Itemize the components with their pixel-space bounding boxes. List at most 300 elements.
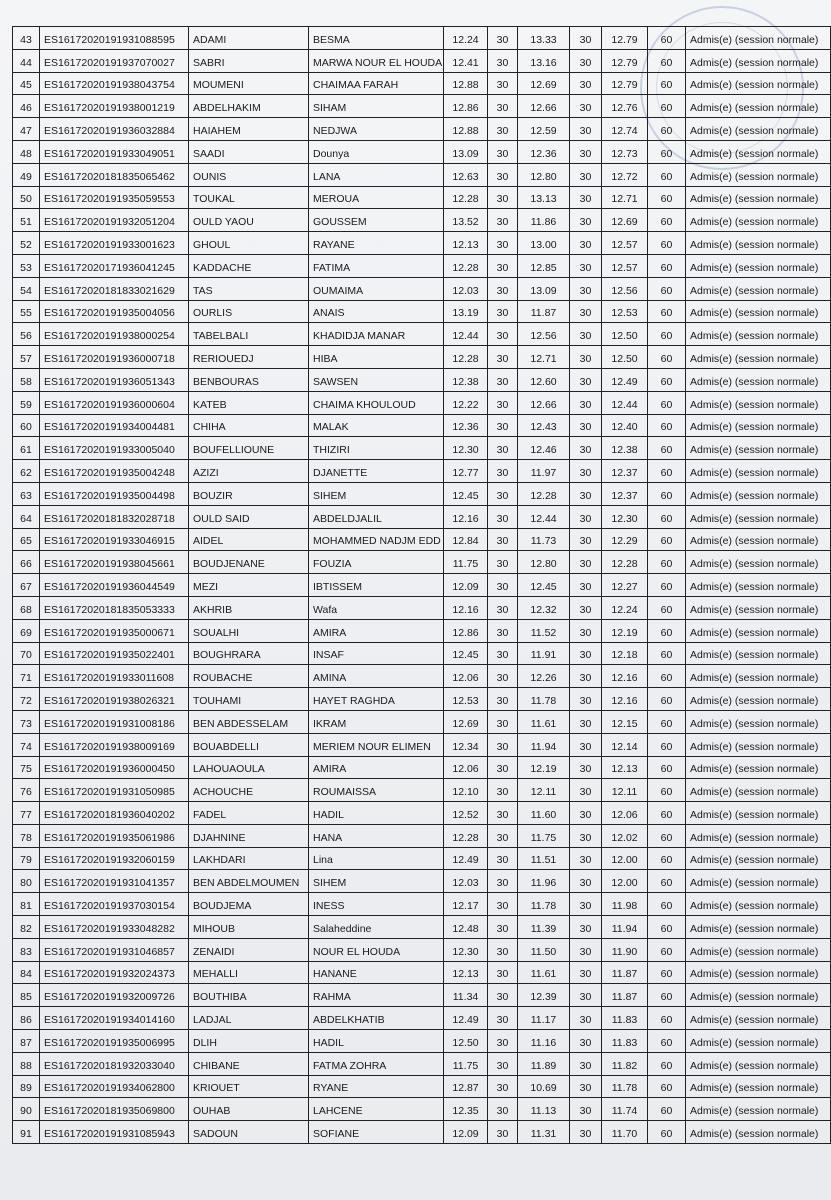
first-name-cell: MARWA NOUR EL HOUDA: [309, 49, 444, 72]
student-id-cell: ES16172020191931088595: [40, 27, 189, 50]
semester2-average-cell: 12.11: [518, 779, 570, 802]
last-name-cell: OULD SAID: [189, 505, 309, 528]
last-name-cell: TAS: [189, 277, 309, 300]
semester1-average-cell: 12.28: [444, 254, 488, 277]
semester1-credits-cell: 30: [488, 756, 518, 779]
rank-cell: 68: [13, 596, 40, 619]
semester1-credits-cell: 30: [488, 710, 518, 733]
semester1-credits-cell: 30: [488, 232, 518, 255]
student-id-cell: ES16172020191932024373: [40, 961, 189, 984]
semester2-credits-cell: 30: [570, 1052, 602, 1075]
semester1-credits-cell: 30: [488, 688, 518, 711]
semester2-credits-cell: 30: [570, 118, 602, 141]
table-row: [13, 596, 831, 619]
last-name-cell: CHIBANE: [189, 1052, 309, 1075]
rank-cell: 48: [13, 140, 40, 163]
first-name-cell: RAYANE: [309, 232, 444, 255]
semester2-credits-cell: 30: [570, 961, 602, 984]
student-id-cell: ES16172020191934014160: [40, 1007, 189, 1030]
last-name-cell: TOUHAMI: [189, 688, 309, 711]
semester2-average-cell: 12.66: [518, 95, 570, 118]
first-name-cell: ROUMAISSA: [309, 779, 444, 802]
student-id-cell: ES16172020191935004248: [40, 460, 189, 483]
result-status-cell: Admis(e) (session normale): [686, 254, 831, 277]
total-credits-cell: 60: [648, 209, 686, 232]
result-status-cell: Admis(e) (session normale): [686, 710, 831, 733]
semester1-credits-cell: 30: [488, 460, 518, 483]
student-id-cell: ES16172020171936041245: [40, 254, 189, 277]
semester1-credits-cell: 30: [488, 49, 518, 72]
student-id-cell: ES16172020181832028718: [40, 505, 189, 528]
student-id-cell: ES16172020191934062800: [40, 1075, 189, 1098]
rank-cell: 91: [13, 1121, 40, 1144]
last-name-cell: HAIAHEM: [189, 118, 309, 141]
student-id-cell: ES16172020191936032884: [40, 118, 189, 141]
rank-cell: 56: [13, 323, 40, 346]
table-row: [13, 961, 831, 984]
last-name-cell: OURLIS: [189, 300, 309, 323]
last-name-cell: MEZI: [189, 574, 309, 597]
last-name-cell: ADAMI: [189, 27, 309, 50]
student-id-cell: ES16172020191933001623: [40, 232, 189, 255]
table-row: [13, 460, 831, 483]
semester2-credits-cell: 30: [570, 847, 602, 870]
last-name-cell: LAKHDARI: [189, 847, 309, 870]
result-status-cell: Admis(e) (session normale): [686, 49, 831, 72]
last-name-cell: MOUMENI: [189, 72, 309, 95]
student-id-cell: ES16172020191937030154: [40, 893, 189, 916]
result-status-cell: Admis(e) (session normale): [686, 551, 831, 574]
last-name-cell: RERIOUEDJ: [189, 346, 309, 369]
rank-cell: 49: [13, 163, 40, 186]
table-row: [13, 1030, 831, 1053]
annual-average-cell: 11.82: [602, 1052, 648, 1075]
result-status-cell: Admis(e) (session normale): [686, 300, 831, 323]
semester2-credits-cell: 30: [570, 72, 602, 95]
first-name-cell: ABDELKHATIB: [309, 1007, 444, 1030]
total-credits-cell: 60: [648, 482, 686, 505]
semester2-average-cell: 12.19: [518, 756, 570, 779]
first-name-cell: FATIMA: [309, 254, 444, 277]
total-credits-cell: 60: [648, 1052, 686, 1075]
table-row: [13, 368, 831, 391]
rank-cell: 79: [13, 847, 40, 870]
student-id-cell: ES16172020191935004498: [40, 482, 189, 505]
semester1-average-cell: 12.53: [444, 688, 488, 711]
first-name-cell: AMIRA: [309, 756, 444, 779]
semester2-average-cell: 11.78: [518, 688, 570, 711]
result-status-cell: Admis(e) (session normale): [686, 1030, 831, 1053]
semester2-average-cell: 11.97: [518, 460, 570, 483]
annual-average-cell: 12.29: [602, 528, 648, 551]
semester2-average-cell: 11.50: [518, 938, 570, 961]
annual-average-cell: 12.14: [602, 733, 648, 756]
total-credits-cell: 60: [648, 802, 686, 825]
total-credits-cell: 60: [648, 733, 686, 756]
semester2-credits-cell: 30: [570, 391, 602, 414]
semester1-credits-cell: 30: [488, 802, 518, 825]
semester1-average-cell: 12.88: [444, 72, 488, 95]
annual-average-cell: 12.57: [602, 254, 648, 277]
semester1-average-cell: 13.52: [444, 209, 488, 232]
semester2-average-cell: 12.32: [518, 596, 570, 619]
rank-cell: 70: [13, 642, 40, 665]
table-row: [13, 391, 831, 414]
semester1-credits-cell: 30: [488, 300, 518, 323]
rank-cell: 54: [13, 277, 40, 300]
semester1-average-cell: 12.50: [444, 1030, 488, 1053]
total-credits-cell: 60: [648, 642, 686, 665]
semester2-credits-cell: 30: [570, 779, 602, 802]
table-row: [13, 27, 831, 50]
rank-cell: 47: [13, 118, 40, 141]
first-name-cell: CHAIMAA FARAH: [309, 72, 444, 95]
result-status-cell: Admis(e) (session normale): [686, 505, 831, 528]
semester1-average-cell: 12.87: [444, 1075, 488, 1098]
total-credits-cell: 60: [648, 391, 686, 414]
annual-average-cell: 11.90: [602, 938, 648, 961]
result-status-cell: Admis(e) (session normale): [686, 323, 831, 346]
rank-cell: 81: [13, 893, 40, 916]
semester2-credits-cell: 30: [570, 824, 602, 847]
first-name-cell: SIHAM: [309, 95, 444, 118]
first-name-cell: CHAIMA KHOULOUD: [309, 391, 444, 414]
semester1-credits-cell: 30: [488, 118, 518, 141]
last-name-cell: OULD YAOU: [189, 209, 309, 232]
annual-average-cell: 11.87: [602, 984, 648, 1007]
semester1-average-cell: 12.88: [444, 118, 488, 141]
semester2-credits-cell: 30: [570, 140, 602, 163]
annual-average-cell: 12.00: [602, 847, 648, 870]
result-status-cell: Admis(e) (session normale): [686, 1121, 831, 1144]
result-status-cell: Admis(e) (session normale): [686, 824, 831, 847]
total-credits-cell: 60: [648, 368, 686, 391]
semester2-credits-cell: 30: [570, 1098, 602, 1121]
semester2-average-cell: 11.86: [518, 209, 570, 232]
semester1-average-cell: 12.48: [444, 916, 488, 939]
last-name-cell: OUHAB: [189, 1098, 309, 1121]
first-name-cell: NEDJWA: [309, 118, 444, 141]
total-credits-cell: 60: [648, 779, 686, 802]
table-row: [13, 209, 831, 232]
semester1-credits-cell: 30: [488, 277, 518, 300]
rank-cell: 53: [13, 254, 40, 277]
annual-average-cell: 12.27: [602, 574, 648, 597]
student-id-cell: ES16172020191932009726: [40, 984, 189, 1007]
table-row: [13, 619, 831, 642]
table-row: [13, 482, 831, 505]
annual-average-cell: 12.13: [602, 756, 648, 779]
total-credits-cell: 60: [648, 72, 686, 95]
student-id-cell: ES16172020191937070027: [40, 49, 189, 72]
result-status-cell: Admis(e) (session normale): [686, 368, 831, 391]
first-name-cell: HADIL: [309, 1030, 444, 1053]
table-row: [13, 1052, 831, 1075]
semester2-credits-cell: 30: [570, 300, 602, 323]
semester1-credits-cell: 30: [488, 1098, 518, 1121]
total-credits-cell: 60: [648, 254, 686, 277]
semester2-average-cell: 11.17: [518, 1007, 570, 1030]
semester2-average-cell: 11.75: [518, 824, 570, 847]
first-name-cell: AMINA: [309, 665, 444, 688]
last-name-cell: AIDEL: [189, 528, 309, 551]
semester2-credits-cell: 30: [570, 688, 602, 711]
semester1-average-cell: 12.52: [444, 802, 488, 825]
rank-cell: 76: [13, 779, 40, 802]
total-credits-cell: 60: [648, 414, 686, 437]
rank-cell: 61: [13, 437, 40, 460]
table-row: [13, 710, 831, 733]
student-id-cell: ES16172020191931041357: [40, 870, 189, 893]
last-name-cell: ZENAIDI: [189, 938, 309, 961]
first-name-cell: THIZIRI: [309, 437, 444, 460]
student-id-cell: ES16172020191936000604: [40, 391, 189, 414]
last-name-cell: BOUZIR: [189, 482, 309, 505]
student-id-cell: ES16172020181835053333: [40, 596, 189, 619]
student-id-cell: ES16172020191936051343: [40, 368, 189, 391]
annual-average-cell: 12.40: [602, 414, 648, 437]
first-name-cell: IBTISSEM: [309, 574, 444, 597]
semester2-average-cell: 11.52: [518, 619, 570, 642]
semester1-average-cell: 12.84: [444, 528, 488, 551]
semester1-credits-cell: 30: [488, 368, 518, 391]
first-name-cell: MOHAMMED NADJM EDD: [309, 528, 444, 551]
semester2-average-cell: 12.71: [518, 346, 570, 369]
semester2-credits-cell: 30: [570, 528, 602, 551]
result-status-cell: Admis(e) (session normale): [686, 1007, 831, 1030]
last-name-cell: SADOUN: [189, 1121, 309, 1144]
student-id-cell: ES16172020181932033040: [40, 1052, 189, 1075]
result-status-cell: Admis(e) (session normale): [686, 665, 831, 688]
rank-cell: 52: [13, 232, 40, 255]
last-name-cell: AKHRIB: [189, 596, 309, 619]
semester2-average-cell: 12.36: [518, 140, 570, 163]
first-name-cell: SIHEM: [309, 482, 444, 505]
semester2-credits-cell: 30: [570, 460, 602, 483]
first-name-cell: KHADIDJA MANAR: [309, 323, 444, 346]
semester1-credits-cell: 30: [488, 528, 518, 551]
semester2-credits-cell: 30: [570, 323, 602, 346]
semester2-average-cell: 11.13: [518, 1098, 570, 1121]
semester2-average-cell: 13.00: [518, 232, 570, 255]
semester2-average-cell: 12.44: [518, 505, 570, 528]
semester2-average-cell: 11.91: [518, 642, 570, 665]
result-status-cell: Admis(e) (session normale): [686, 756, 831, 779]
semester1-credits-cell: 30: [488, 505, 518, 528]
semester2-credits-cell: 30: [570, 209, 602, 232]
result-status-cell: Admis(e) (session normale): [686, 938, 831, 961]
result-status-cell: Admis(e) (session normale): [686, 437, 831, 460]
result-status-cell: Admis(e) (session normale): [686, 118, 831, 141]
first-name-cell: HANA: [309, 824, 444, 847]
table-row: [13, 1007, 831, 1030]
table-row: [13, 140, 831, 163]
student-id-cell: ES16172020191935061986: [40, 824, 189, 847]
last-name-cell: BOUABDELLI: [189, 733, 309, 756]
annual-average-cell: 11.78: [602, 1075, 648, 1098]
total-credits-cell: 60: [648, 505, 686, 528]
annual-average-cell: 12.16: [602, 665, 648, 688]
first-name-cell: ABDELDJALIL: [309, 505, 444, 528]
semester1-credits-cell: 30: [488, 779, 518, 802]
annual-average-cell: 12.24: [602, 596, 648, 619]
student-id-cell: ES16172020191933046915: [40, 528, 189, 551]
first-name-cell: Salaheddine: [309, 916, 444, 939]
semester1-average-cell: 12.41: [444, 49, 488, 72]
total-credits-cell: 60: [648, 460, 686, 483]
last-name-cell: BOUTHIBA: [189, 984, 309, 1007]
semester1-credits-cell: 30: [488, 209, 518, 232]
rank-cell: 69: [13, 619, 40, 642]
semester1-average-cell: 12.49: [444, 1007, 488, 1030]
table-row: [13, 1098, 831, 1121]
result-status-cell: Admis(e) (session normale): [686, 232, 831, 255]
semester1-credits-cell: 30: [488, 27, 518, 50]
semester2-credits-cell: 30: [570, 1007, 602, 1030]
semester2-credits-cell: 30: [570, 482, 602, 505]
student-id-cell: ES16172020181835065462: [40, 163, 189, 186]
last-name-cell: MEHALLI: [189, 961, 309, 984]
semester1-average-cell: 12.35: [444, 1098, 488, 1121]
rank-cell: 80: [13, 870, 40, 893]
semester1-credits-cell: 30: [488, 551, 518, 574]
last-name-cell: SAADI: [189, 140, 309, 163]
total-credits-cell: 60: [648, 140, 686, 163]
total-credits-cell: 60: [648, 186, 686, 209]
semester2-credits-cell: 30: [570, 756, 602, 779]
first-name-cell: DJANETTE: [309, 460, 444, 483]
total-credits-cell: 60: [648, 938, 686, 961]
last-name-cell: TABELBALI: [189, 323, 309, 346]
semester1-credits-cell: 30: [488, 1075, 518, 1098]
semester2-average-cell: 11.51: [518, 847, 570, 870]
table-row: [13, 642, 831, 665]
semester2-credits-cell: 30: [570, 710, 602, 733]
semester2-credits-cell: 30: [570, 642, 602, 665]
rank-cell: 63: [13, 482, 40, 505]
result-status-cell: Admis(e) (session normale): [686, 779, 831, 802]
table-row: [13, 323, 831, 346]
total-credits-cell: 60: [648, 1075, 686, 1098]
result-status-cell: Admis(e) (session normale): [686, 1075, 831, 1098]
semester1-average-cell: 12.16: [444, 596, 488, 619]
semester1-credits-cell: 30: [488, 1030, 518, 1053]
semester1-average-cell: 12.28: [444, 824, 488, 847]
semester1-credits-cell: 30: [488, 596, 518, 619]
first-name-cell: SOFIANE: [309, 1121, 444, 1144]
semester2-credits-cell: 30: [570, 414, 602, 437]
semester2-average-cell: 12.46: [518, 437, 570, 460]
rank-cell: 86: [13, 1007, 40, 1030]
table-row: [13, 254, 831, 277]
result-status-cell: Admis(e) (session normale): [686, 984, 831, 1007]
semester1-credits-cell: 30: [488, 95, 518, 118]
student-id-cell: ES16172020191931008186: [40, 710, 189, 733]
annual-average-cell: 11.87: [602, 961, 648, 984]
semester2-credits-cell: 30: [570, 733, 602, 756]
semester2-average-cell: 10.69: [518, 1075, 570, 1098]
first-name-cell: AMIRA: [309, 619, 444, 642]
table-row: [13, 95, 831, 118]
last-name-cell: KRIOUET: [189, 1075, 309, 1098]
semester1-average-cell: 12.16: [444, 505, 488, 528]
first-name-cell: SIHEM: [309, 870, 444, 893]
table-row: [13, 802, 831, 825]
semester1-average-cell: 12.28: [444, 186, 488, 209]
first-name-cell: MALAK: [309, 414, 444, 437]
rank-cell: 88: [13, 1052, 40, 1075]
total-credits-cell: 60: [648, 27, 686, 50]
semester2-average-cell: 12.69: [518, 72, 570, 95]
annual-average-cell: 12.79: [602, 49, 648, 72]
semester2-credits-cell: 30: [570, 232, 602, 255]
student-id-cell: ES16172020181936040202: [40, 802, 189, 825]
first-name-cell: Dounya: [309, 140, 444, 163]
semester2-credits-cell: 30: [570, 870, 602, 893]
table-row: [13, 824, 831, 847]
rank-cell: 90: [13, 1098, 40, 1121]
semester2-credits-cell: 30: [570, 916, 602, 939]
semester2-credits-cell: 30: [570, 802, 602, 825]
total-credits-cell: 60: [648, 300, 686, 323]
semester1-average-cell: 12.45: [444, 482, 488, 505]
table-row: [13, 870, 831, 893]
semester2-average-cell: 12.45: [518, 574, 570, 597]
student-id-cell: ES16172020191933011608: [40, 665, 189, 688]
last-name-cell: ROUBACHE: [189, 665, 309, 688]
semester2-credits-cell: 30: [570, 186, 602, 209]
result-status-cell: Admis(e) (session normale): [686, 596, 831, 619]
student-id-cell: ES16172020191933049051: [40, 140, 189, 163]
semester1-average-cell: 12.49: [444, 847, 488, 870]
semester2-average-cell: 11.89: [518, 1052, 570, 1075]
semester2-credits-cell: 30: [570, 27, 602, 50]
annual-average-cell: 12.69: [602, 209, 648, 232]
annual-average-cell: 12.02: [602, 824, 648, 847]
last-name-cell: LAHOUAOULA: [189, 756, 309, 779]
student-id-cell: ES16172020191933005040: [40, 437, 189, 460]
table-row: [13, 756, 831, 779]
semester1-credits-cell: 30: [488, 665, 518, 688]
semester1-credits-cell: 30: [488, 482, 518, 505]
first-name-cell: NOUR EL HOUDA: [309, 938, 444, 961]
semester1-average-cell: 12.06: [444, 665, 488, 688]
annual-average-cell: 12.76: [602, 95, 648, 118]
semester1-credits-cell: 30: [488, 961, 518, 984]
semester2-credits-cell: 30: [570, 1121, 602, 1144]
rank-cell: 44: [13, 49, 40, 72]
table-row: [13, 528, 831, 551]
total-credits-cell: 60: [648, 95, 686, 118]
result-status-cell: Admis(e) (session normale): [686, 961, 831, 984]
total-credits-cell: 60: [648, 688, 686, 711]
semester2-average-cell: 11.39: [518, 916, 570, 939]
semester1-average-cell: 12.06: [444, 756, 488, 779]
semester2-average-cell: 12.80: [518, 163, 570, 186]
semester1-credits-cell: 30: [488, 893, 518, 916]
rank-cell: 73: [13, 710, 40, 733]
semester1-credits-cell: 30: [488, 437, 518, 460]
result-status-cell: Admis(e) (session normale): [686, 277, 831, 300]
table-row: [13, 893, 831, 916]
rank-cell: 72: [13, 688, 40, 711]
table-row: [13, 186, 831, 209]
semester2-average-cell: 11.60: [518, 802, 570, 825]
last-name-cell: CHIHA: [189, 414, 309, 437]
student-id-cell: ES16172020191938026321: [40, 688, 189, 711]
result-status-cell: Admis(e) (session normale): [686, 916, 831, 939]
semester1-credits-cell: 30: [488, 733, 518, 756]
